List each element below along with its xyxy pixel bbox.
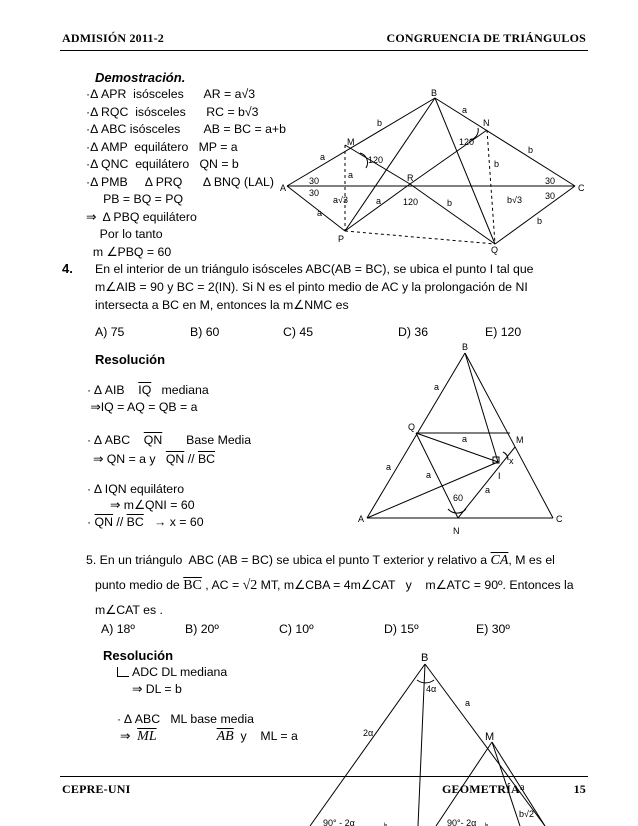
p5-text: , M es el — [508, 553, 555, 567]
option-b: B) 60 — [190, 325, 220, 339]
segment-bc: $\overline{BC}$ — [183, 578, 202, 593]
res-line — [93, 452, 215, 466]
footer-page-number: 15 — [573, 782, 586, 796]
res-text: y ML = a — [233, 729, 298, 743]
fig-angle-label: 30 — [545, 176, 556, 186]
fig-angle-label: 120 — [459, 137, 475, 147]
p4-label-q: Q — [408, 422, 416, 432]
segment-iq: $\overline{IQ}$ — [138, 383, 152, 397]
p4-label-c: C — [556, 514, 563, 524]
p5-angle-4a: 4α — [426, 684, 437, 694]
segment-ca: $\overline{CA}$ — [490, 553, 509, 568]
option-a: A) 75 — [95, 325, 125, 339]
demo-figure — [278, 87, 598, 262]
p5-angle-90: 90° - 2α — [323, 818, 355, 826]
res-text: · — [87, 515, 92, 529]
p5-text: punto medio de — [95, 578, 184, 592]
p4-label-i: I — [498, 471, 501, 481]
fig-seg-label: b — [528, 145, 534, 155]
p4-angle-x: x — [509, 456, 514, 466]
demo-line: Por lo tanto — [86, 227, 163, 241]
res-text: mediana — [161, 383, 209, 397]
fig-label-n: N — [483, 118, 490, 128]
p5-mark: ь — [384, 822, 388, 826]
res-text: ⇒ QN = a y — [93, 452, 156, 466]
fig-label-r: R — [407, 173, 414, 183]
res-line: ⇒ m∠QNI = 60 — [110, 498, 195, 512]
fig-label-b: B — [431, 88, 438, 98]
p4-seg-label: a — [386, 462, 392, 472]
res-line — [117, 665, 227, 679]
footer-center: GEOMETRÍA — [442, 782, 520, 796]
demo-line: ⇒ Δ PBQ equilátero — [86, 209, 197, 224]
p5-angle-2a: 2α — [363, 728, 374, 738]
p5-mark: ь — [485, 822, 489, 826]
demo-line: PB = BQ = PQ — [86, 192, 184, 206]
fig-label-p: P — [338, 234, 345, 244]
fig-seg-label: a√3 — [333, 195, 348, 205]
p5-angle-90: 90°- 2α — [447, 818, 477, 826]
problem-text-line: intersecta a BC en M, entonces la m∠NMC es — [95, 298, 349, 312]
option-a: A) 18º — [101, 622, 135, 636]
header-right: CONGRUENCIA DE TRIÁNGULOS — [386, 31, 586, 45]
right-triangle-icon — [117, 667, 129, 677]
res-text: · Δ ABC — [87, 433, 131, 447]
segment-qn: $\overline{QN}$ — [165, 452, 185, 466]
res-line: ⇒IQ = AQ = QB = a — [87, 400, 198, 414]
problem-text-line: En el interior de un triángulo isósceles ABC(AB = BC), se ubica el punto I tal que — [95, 262, 534, 276]
res-line — [87, 515, 204, 529]
segment-ab: $\overline{AB}$ — [216, 729, 234, 744]
demo-line: ·Δ AMP equilátero MP = a — [86, 139, 238, 154]
res-text: → x = 60 — [143, 515, 204, 529]
footer-seg-a: a — [520, 782, 525, 793]
option-e: E) 30º — [476, 622, 510, 636]
fig-angle-label: 120 — [403, 197, 419, 207]
fig-seg-label: b — [447, 198, 453, 208]
fig-label-m: M — [347, 137, 355, 147]
resolution-title: Resolución — [103, 648, 174, 663]
demo-line: ·Δ APR isósceles AR = a√3 — [86, 87, 256, 101]
p4-seg-label: a — [485, 485, 491, 495]
p4-label-n: N — [453, 526, 460, 536]
p4-seg-label: a — [462, 434, 468, 444]
fig-seg-label: b√3 — [507, 195, 522, 205]
segment-bc: $\overline{BC}$ — [126, 515, 144, 529]
p5-label-m: M — [485, 731, 495, 743]
option-d: D) 36 — [398, 325, 429, 339]
fig-seg-label: b — [494, 159, 500, 169]
header-left: ADMISIÓN 2011-2 — [62, 31, 165, 45]
sqrt2: √2 — [242, 578, 258, 593]
p5-seg-b2: b√2 — [519, 809, 534, 819]
problem-text-line: m∠AIB = 90 y BC = 2(IN). Si N es el pinto medio de AC y la prolongación de NI — [95, 280, 528, 294]
p4-seg-label: a — [426, 470, 432, 480]
fig-seg-label: a — [320, 152, 326, 162]
fig-seg-label: a — [462, 105, 468, 115]
p5-text: 5. En un triángulo ABC (AB = BC) se ubica el punto T exterior y relativo a — [86, 553, 491, 567]
demo-line: ·Δ PMB Δ PRQ Δ BNQ (LAL) — [86, 174, 274, 189]
segment-ml: $\overline{ML}$ — [137, 729, 157, 744]
res-line — [120, 729, 298, 745]
fig-angle-label: 30 — [309, 188, 320, 198]
res-text: // — [112, 515, 127, 529]
p5-text: , AC = — [201, 578, 243, 592]
problem-number: 4. — [62, 261, 73, 276]
res-text: ADC DL mediana — [132, 665, 228, 679]
demo-title: Demostración. — [95, 70, 186, 85]
fig-seg-label: b — [537, 216, 543, 226]
res-text: Base Media — [186, 433, 252, 447]
res-text: · Δ AIB — [87, 383, 125, 397]
demo-line: m ∠PBQ = 60 — [86, 244, 172, 259]
problem5-figure — [300, 646, 550, 826]
demo-line: ·Δ RQC isósceles RC = b√3 — [86, 104, 259, 119]
fig-label-q: Q — [491, 245, 499, 255]
demo-lines — [86, 87, 286, 262]
segment-qn: $\overline{QN}$ — [143, 433, 163, 447]
fig-seg-label: b — [377, 118, 383, 128]
option-c: C) 45 — [283, 325, 314, 339]
fig-label-a: A — [280, 183, 287, 193]
res-line: · Δ IQN equilátero — [87, 482, 185, 496]
option-e: E) 120 — [485, 325, 522, 339]
res-line — [87, 383, 209, 397]
problem5-line3: m∠CAT es . — [95, 603, 163, 617]
option-d: D) 15º — [384, 622, 419, 636]
segment-bc: $\overline{BC}$ — [197, 452, 216, 466]
fig-label-c: C — [578, 183, 585, 193]
problem5-line1 — [86, 553, 555, 569]
footer-left: CEPRE-UNI — [62, 782, 131, 796]
option-b: B) 20º — [185, 622, 219, 636]
res-line — [87, 433, 251, 447]
p5-text: MT, m∠CBA = 4m∠CAT y m∠ATC = 90º. Entonces la — [257, 578, 574, 592]
demo-line: ·Δ ABC isósceles AB = BC = a+b — [86, 122, 286, 136]
fig-seg-label: a — [376, 196, 382, 206]
p5-label-b: B — [421, 652, 429, 664]
res-text: ⇒ — [120, 729, 131, 743]
fig-angle-label: 120 — [368, 155, 384, 165]
resolution-title: Resolución — [95, 352, 166, 367]
p4-label-a: A — [358, 514, 365, 524]
p4-seg-label: a — [434, 382, 440, 392]
problem4-figure — [355, 340, 575, 540]
p4-label-m: M — [516, 435, 524, 445]
option-c: C) 10º — [279, 622, 314, 636]
res-line: · Δ ABC ML base media — [117, 712, 254, 726]
p4-label-b: B — [462, 342, 469, 352]
header-rule — [60, 50, 588, 51]
res-line: ⇒ DL = b — [132, 682, 182, 696]
p4-angle-60: 60 — [453, 493, 464, 503]
fig-seg-label: a — [348, 170, 354, 180]
res-text: // — [184, 452, 198, 466]
fig-angle-label: 30 — [545, 191, 556, 201]
problem5-line2 — [95, 578, 574, 594]
segment-qn: $\overline{QN}$ — [94, 515, 113, 529]
footer-rule — [60, 776, 588, 777]
p5-seg-a: a — [465, 698, 471, 708]
fig-seg-label: a — [317, 208, 323, 218]
demo-line: ·Δ QNC equilátero QN = b — [86, 157, 239, 171]
fig-angle-label: 30 — [309, 176, 320, 186]
